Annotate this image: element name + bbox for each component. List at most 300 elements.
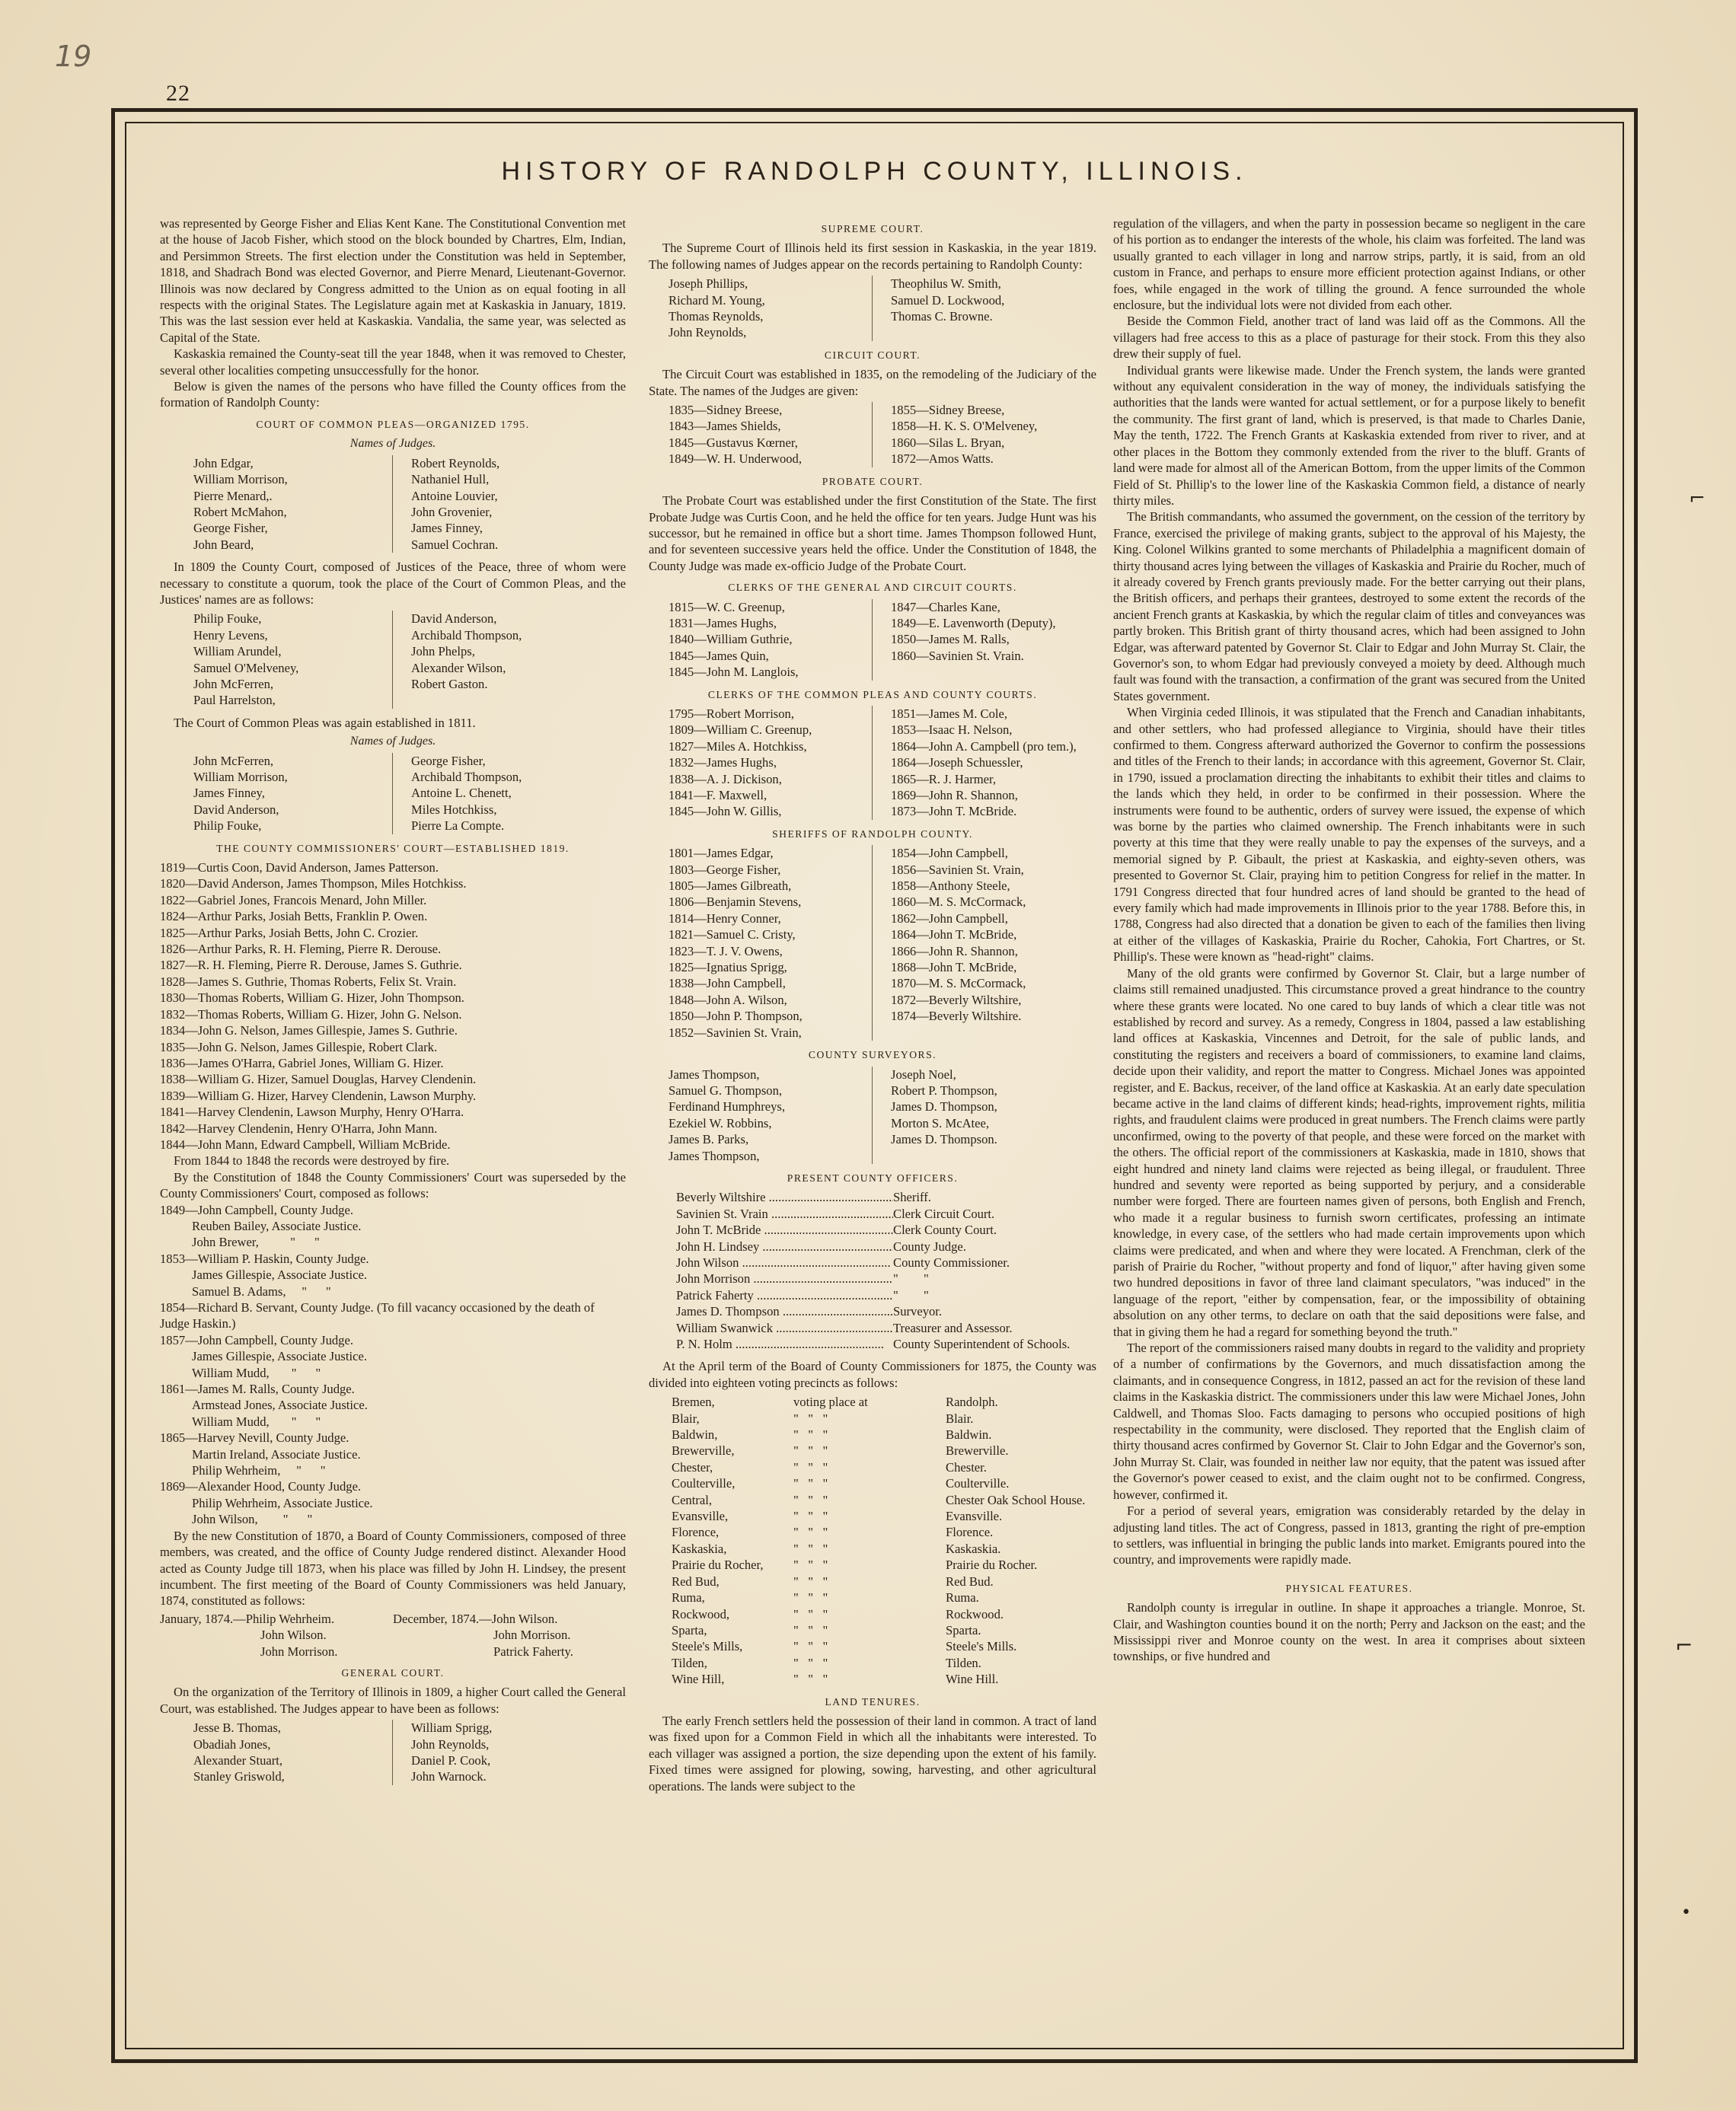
precinct-place: Baldwin. [946, 1427, 992, 1443]
list-item: 1836—James O'Harra, Gabriel Jones, William G. Hizer. [160, 1055, 444, 1070]
list-item: James Thompson, [669, 1067, 760, 1082]
paragraph: At the April term of the Board of County Commissioners for 1875, the County was divided into eighteen voting precincts as follows: [649, 1359, 1096, 1390]
precinct-row [649, 1590, 1096, 1606]
officers-list [649, 1189, 1096, 1352]
section-heading: SUPREME COURT. [821, 223, 924, 234]
precinct-row [649, 1524, 1096, 1540]
list-item: 1858—Anthony Steele, [891, 879, 1010, 894]
name-list [649, 845, 1096, 1041]
precinct-name: Ruma, [672, 1590, 705, 1606]
list-item: Martin Ireland, Associate Justice. [192, 1446, 361, 1462]
precinct-place: Kaskaskia. [946, 1541, 1001, 1556]
precinct-place: Prairie du Rocher. [946, 1558, 1038, 1573]
list-item: January, 1874.—Philip Wehrheim. [160, 1611, 335, 1626]
list-item: 1821—Samuel C. Cristy, [669, 927, 796, 942]
list-item: John Grovenier, [411, 504, 493, 519]
list-item: William Arundel, [193, 644, 282, 659]
precinct-place: Florence. [946, 1525, 994, 1540]
list-item: Philip Fouke, [193, 818, 262, 834]
list-item: Robert Gaston. [411, 676, 488, 691]
list-item: 1845—James Quin, [669, 648, 769, 663]
paragraph: Randolph county is irregular in outline. In shape it approaches a triangle. Monroe, St. Clair, and Washington counties bound it on the north; Perry and Jackson on the east; and the Mississippi river and Monroe county on the west. In area it comprises about sixteen townships, or five hundred and [1113, 1600, 1585, 1664]
list-item: 1820—David Anderson, James Thompson, Miles Hotchkiss. [160, 876, 467, 891]
precinct-place: Red Bud. [946, 1574, 994, 1589]
precinct-place: Ruma. [946, 1590, 979, 1606]
name-list [160, 611, 626, 708]
list-item: 1835—Sidney Breese, [669, 403, 783, 418]
subheading: Names of Judges. [349, 735, 436, 748]
list-item: 1858—H. K. S. O'Melveney, [891, 419, 1038, 434]
paragraph: The Supreme Court of Illinois held its first session in Kaskaskia, in the year 1819. The following names of Judges appear on the records pertaining to Randolph County: [649, 241, 1096, 272]
precinct-row [649, 1394, 1096, 1410]
list-item: William Mudd, " " [192, 1365, 321, 1380]
list-item: 1843—James Shields, [669, 419, 781, 434]
paragraph: By the new Constitution of 1870, a Board of County Commissioners, composed of three members, was created, and the office of County Judge rendered distinct. Alexander Hood acted as County Judge till 1873, when his place was filled by John H. Lindsey, the present incumbent. The first meeting of the Board of County Commissioners was held January, 1874, constituted as follows: [160, 1528, 626, 1609]
precinct-voting: " " " [793, 1574, 828, 1589]
precinct-name: Chester, [672, 1459, 713, 1475]
list-item: 1825—Ignatius Sprigg, [669, 960, 787, 975]
officer-row [649, 1271, 1096, 1287]
list-item: Richard M. Young, [669, 292, 765, 308]
list-item: Samuel G. Thompson, [669, 1083, 783, 1098]
list-item: Samuel Cochran. [411, 537, 499, 552]
list-item: Philip Fouke, [193, 611, 262, 627]
precinct-voting: " " " [793, 1492, 828, 1507]
section-heading: COURT OF COMMON PLEAS—ORGANIZED 1795. [256, 418, 530, 430]
precinct-row [649, 1671, 1096, 1687]
list-item: John McFerren, [193, 676, 274, 691]
precinct-name: Tilden, [672, 1655, 707, 1670]
list-item: 1857—John Campbell, County Judge. [160, 1332, 353, 1347]
section-heading: SHERIFFS OF RANDOLPH COUNTY. [772, 827, 973, 840]
paragraph: The British commandants, who assumed the government, on the cession of the territory by France, exercised the privilege of making grants, subject to the approval of his Majesty, the King. Colonel Wilkins granted to some merchants of Philadelphia a magnificent domain of thirty thousand acres lying between the villages of Kaskaskia and Prairie du Rocher, much of it already covered by French grants previously made. For the better carrying out their plans, the British officers, and perhaps their grantees, destroyed to some extent the records of the ancient French grants at Kaskaskia, by which the regular claim of titles and conveyances was partly broken. This British grant of thirty thousand acres, which had been assigned to John Edgar, was afterward patented by Governor St. Clair to Edgar and John Murray St. Clair, the Governor's son, to whom Edgar had previously conveyed a moiety by deed. Although much fault was found with the transaction, a confirmation of the grant was secured from the United States government. [1113, 509, 1585, 703]
section-heading: PHYSICAL FEATURES. [1285, 1582, 1413, 1594]
list-item: 1835—John G. Nelson, James Gillespie, Robert Clark. [160, 1039, 438, 1054]
list-item: Alexander Stuart, [193, 1752, 283, 1768]
pencil-note: 19 [55, 40, 92, 73]
list-item: 1856—Savinien St. Vrain, [891, 862, 1024, 877]
list-item: John Warnock. [411, 1769, 487, 1784]
precinct-voting: " " " [793, 1606, 828, 1622]
list-item: Alexander Wilson, [411, 660, 506, 675]
precinct-place: Coulterville. [946, 1476, 1010, 1491]
list-item: 1840—William Guthrie, [669, 632, 793, 647]
precincts-list [649, 1394, 1096, 1687]
list-item: 1849—E. Lavenworth (Deputy), [891, 615, 1056, 630]
officer-row [649, 1320, 1096, 1336]
list-item: Theophilus W. Smith, [891, 276, 1001, 292]
list-item: 1838—John Campbell, [669, 976, 786, 991]
name-list [160, 753, 626, 834]
precinct-voting: " " " [793, 1541, 828, 1556]
list-item: 1801—James Edgar, [669, 846, 774, 861]
officer-name: Savinien St. Vrain ..... [676, 1206, 893, 1222]
name-list [649, 402, 1096, 467]
list-item: 1865—R. J. Harmer, [891, 771, 997, 786]
list-item: 1873—John T. McBride. [891, 804, 1017, 819]
list-item: Samuel D. Lockwood, [891, 292, 1005, 308]
officer-office: Clerk Circuit Court. [893, 1206, 995, 1221]
precinct-voting: " " " [793, 1622, 828, 1637]
list-item: 1824—Arthur Parks, Josiah Betts, Franklin P. Owen. [160, 909, 428, 924]
list-item: David Anderson, [193, 802, 279, 817]
list-item: 1870—M. S. McCormack, [891, 976, 1026, 991]
list-item: Robert McMahon, [193, 504, 287, 519]
list-item: 1866—John R. Shannon, [891, 943, 1018, 958]
list-item: Robert Reynolds, [411, 455, 500, 470]
list-item: Thomas C. Browne. [891, 309, 993, 324]
list-item: James Thompson, [669, 1148, 760, 1163]
list-item: James B. Parks, [669, 1132, 749, 1147]
list-item: 1868—John T. McBride, [891, 960, 1017, 975]
list-item: 1827—Miles A. Hotchkiss, [669, 738, 807, 754]
precinct-place: Chester Oak School House. [946, 1492, 1086, 1507]
page-number: 22 [166, 81, 190, 106]
list-item: 1827—R. H. Fleming, Pierre R. Derouse, James S. Guthrie. [160, 958, 462, 973]
list-item: 1839—William G. Hizer, Harvey Clendenin, Lawson Murphy. [160, 1088, 477, 1103]
list-item: 1845—John M. Langlois, [669, 665, 799, 680]
officer-name: John Wilson ..... [676, 1255, 893, 1271]
precinct-name: Wine Hill, [672, 1672, 725, 1687]
list-item: Pierre La Compte. [411, 818, 505, 834]
officer-row [649, 1206, 1096, 1222]
precinct-row [649, 1475, 1096, 1491]
list-item: 1841—F. Maxwell, [669, 788, 767, 802]
list-item: 1850—John P. Thompson, [669, 1009, 803, 1024]
list-item: Archibald Thompson, [411, 770, 522, 784]
list-item: 1823—T. J. V. Owens, [669, 943, 783, 958]
precinct-name: Florence, [672, 1525, 720, 1540]
paragraph: regulation of the villagers, and when the party in possession became so negligent in the care of his portion as to endanger the interests of the whole, his claim was forfeited. The land was usually granted to each villager in long and narrow strips, partly, it is said, from an old custom in France, and perhaps to ensure more efficient protection against Indians, or other foes, while engaged in the work of tilling the ground. A fence surrounded the whole enclosure, but the individual lots were not divided from each other. [1113, 216, 1585, 313]
list-item: John Beard, [193, 537, 254, 552]
precinct-row [649, 1606, 1096, 1622]
list-item: 1853—William P. Haskin, County Judge. [160, 1251, 369, 1266]
list-item: 1860—Silas L. Bryan, [891, 435, 1005, 450]
precinct-place: Evansville. [946, 1509, 1003, 1524]
officer-name: Patrick Faherty ..... [676, 1287, 893, 1303]
list-item: 1826—Arthur Parks, R. H. Fleming, Pierre R. Derouse. [160, 942, 442, 957]
list-item: Armstead Jones, Associate Justice. [192, 1398, 368, 1413]
section-heading: GENERAL COURT. [341, 1666, 445, 1679]
section-heading: CLERKS OF THE COMMON PLEAS AND COUNTY COURTS. [707, 688, 1038, 700]
precinct-row [649, 1655, 1096, 1671]
officer-name: John T. McBride ..... [676, 1222, 893, 1238]
paragraph: For a period of several years, emigration was considerably retarded by the delay in adjusting land titles. The act of Congress, passed in 1813, granting the right of pre-emption to settlers, was influential in bringing the public lands into market. Emigrants poured into the country, and improvements were rapidly made. [1113, 1504, 1585, 1567]
list-item: 1795—Robert Morrison, [669, 706, 795, 721]
section-heading: THE COUNTY COMMISSIONERS' COURT—ESTABLISHED 1819. [216, 842, 570, 854]
list-item: Robert P. Thompson, [891, 1083, 997, 1098]
officer-name: William Swanwick ..... [676, 1320, 893, 1336]
list-item: 1842—Harvey Clendenin, Henry O'Harra, John Mann. [160, 1121, 438, 1136]
list-item: 1864—John T. McBride, [891, 927, 1017, 942]
precinct-name: Baldwin, [672, 1427, 718, 1443]
precinct-voting: " " " [793, 1672, 828, 1687]
precinct-voting: " " " [793, 1525, 828, 1540]
precinct-name: Rockwood, [672, 1606, 730, 1622]
paragraph: was represented by George Fisher and Elias Kent Kane. The Constitutional Convention met at the house of Jacob Fisher, which stood on the block bounded by Chartres, Elm, Indian, and Persimmon Streets. The first election under the Constitution was held in September, 1818, and Shadrach Bond was elected Governor, and Pierre Menard, Lieutenant-Governor. Illinois was now declared by Congress admitted to the Union as on equal footing in all respects with the original States. The Legislature again met at Kaskaskia in January, 1819. This was the last session ever held at Kaskaskia. Vandalia, the same year, was selected as Capital of the State. [160, 216, 626, 345]
list-item: 1832—Thomas Roberts, William G. Hizer, John G. Nelson. [160, 1006, 462, 1022]
list-item: 1869—John R. Shannon, [891, 788, 1018, 802]
name-list [160, 455, 626, 553]
officer-row [649, 1287, 1096, 1303]
list-item: John Wilson, " " [192, 1512, 313, 1527]
list-item: 1828—James S. Guthrie, Thomas Roberts, Felix St. Vrain. [160, 974, 457, 989]
officer-row [649, 1336, 1096, 1352]
officer-row [649, 1255, 1096, 1271]
precinct-name: Coulterville, [672, 1476, 736, 1491]
officer-name: James D. Thompson ..... [676, 1303, 893, 1319]
precinct-name: Kaskaskia, [672, 1541, 727, 1556]
list-item: Ferdinand Humphreys, [669, 1099, 786, 1114]
section-heading: PRESENT COUNTY OFFICERS. [787, 1172, 959, 1184]
list-item: Samuel O'Melveney, [193, 660, 299, 675]
list-item: 1854—John Campbell, [891, 846, 1008, 861]
list-item: Obadiah Jones, [193, 1736, 271, 1752]
name-list [649, 599, 1096, 681]
board-1874 [160, 1611, 626, 1660]
list-item: Thomas Reynolds, [669, 309, 764, 324]
precinct-voting: " " " [793, 1443, 828, 1459]
precinct-name: Blair, [672, 1411, 700, 1426]
section-heading: CIRCUIT COURT. [824, 349, 921, 361]
precinct-row [649, 1492, 1096, 1508]
list-item: 1815—W. C. Greenup, [669, 599, 785, 614]
list-item: Nathaniel Hull, [411, 472, 490, 487]
list-item: David Anderson, [411, 611, 497, 627]
list-item: James Gillespie, Associate Justice. [192, 1268, 367, 1283]
officer-row [649, 1239, 1096, 1255]
name-list [649, 276, 1096, 341]
precinct-name: Evansville, [672, 1509, 729, 1524]
list-item: 1803—George Fisher, [669, 862, 781, 877]
list-item: 1805—James Gilbreath, [669, 879, 792, 894]
list-item: Philip Wehrheim, " " [192, 1463, 326, 1478]
list-item: John Wilson. [260, 1628, 327, 1643]
list-item: Paul Harrelston, [193, 693, 276, 708]
list-item: 1861—James M. Ralls, County Judge. [160, 1382, 355, 1397]
section-heading: PROBATE COURT. [822, 475, 924, 487]
column-3 [1113, 215, 1585, 1665]
list-item: Ezekiel W. Robbins, [669, 1115, 772, 1130]
list-item: Samuel B. Adams, " " [192, 1284, 331, 1299]
precinct-place: Tilden. [946, 1655, 981, 1670]
list-item: Pierre Menard,. [193, 488, 273, 503]
precinct-place: Brewerville. [946, 1443, 1009, 1459]
precinct-row [649, 1459, 1096, 1475]
list-item: 1809—William C. Greenup, [669, 722, 812, 738]
list-item: Stanley Griswold, [193, 1769, 285, 1784]
officer-office: Surveyor. [893, 1304, 943, 1319]
paragraph: The Circuit Court was established in 1835, on the remodeling of the Judiciary of the State. The names of the Judges are given: [649, 367, 1096, 398]
officer-office: County Judge. [893, 1239, 966, 1254]
list-item: 1854—Richard B. Servant, County Judge. (To fill vacancy occasioned by the death of Judge Haskin.) [160, 1300, 595, 1331]
list-item: Joseph Noel, [891, 1067, 956, 1082]
list-item: 1860—M. S. McCormack, [891, 894, 1026, 910]
section-heading: LAND TENURES. [825, 1695, 921, 1708]
officer-name: Beverly Wiltshire ..... [676, 1189, 893, 1205]
list-item: 1834—John G. Nelson, James Gillespie, James S. Guthrie. [160, 1023, 458, 1038]
list-item: John Phelps, [411, 644, 475, 659]
precinct-name: Sparta, [672, 1622, 707, 1637]
list-item: 1806—Benjamin Stevens, [669, 894, 802, 910]
precinct-place: Sparta. [946, 1622, 981, 1637]
subheading: Names of Judges. [349, 437, 436, 451]
precinct-row [649, 1622, 1096, 1638]
precinct-place: Wine Hill. [946, 1672, 999, 1687]
precinct-place: Randolph. [946, 1395, 998, 1410]
list-item: James D. Thompson. [891, 1132, 997, 1147]
list-item: 1872—Beverly Wiltshire, [891, 992, 1022, 1007]
list-item: 1849—John Campbell, County Judge. [160, 1202, 353, 1217]
list-item: 1825—Arthur Parks, Josiah Betts, John C. Crozier. [160, 925, 419, 940]
officer-name: John H. Lindsey ..... [676, 1239, 893, 1255]
list-item: Miles Hotchkiss, [411, 802, 497, 817]
list-item: 1848—John A. Wilson, [669, 992, 787, 1007]
list-item: 1814—Henry Conner, [669, 910, 781, 926]
margin-mark: ⌐ [1675, 1633, 1693, 1658]
precinct-voting: " " " [793, 1459, 828, 1475]
precinct-place: Blair. [946, 1411, 974, 1426]
commissioners-list [160, 859, 626, 1153]
officer-office: Treasurer and Assessor. [893, 1320, 1013, 1335]
list-item: 1850—James M. Ralls, [891, 632, 1010, 647]
paragraph: By the Constitution of 1848 the County Commissioners' Court was superseded by the County Commissioners' Court, composed as follows: [160, 1169, 626, 1201]
list-item: John Morrison. [260, 1644, 338, 1659]
paragraph: On the organization of the Territory of Illinois in 1809, a higher Court called the General Court, was established. The Judges appear to have been as follows: [160, 1685, 626, 1716]
list-item: John Morrison. [493, 1628, 571, 1643]
list-item: 1852—Savinien St. Vrain, [669, 1025, 802, 1040]
precinct-voting: " " " [793, 1590, 828, 1606]
paragraph: From 1844 to 1848 the records were destroyed by fire. [174, 1153, 450, 1169]
list-item: 1862—John Campbell, [891, 910, 1008, 926]
list-item: 1864—Joseph Schuessler, [891, 755, 1023, 770]
paragraph: The early French settlers held the possession of their land in common. A tract of land was fixed upon for a Common Field in which all the inhabitants were interested. To each villager was assigned a portion, the size depending upon the extent of his family. Fixed times were assigned for plowing, sowing, harvesting, and other agricultural operations. The lands were subject to the [649, 1713, 1096, 1794]
paragraph: Individual grants were likewise made. Under the French system, the lands were granted without any equivalent consideration in the way of money, the individuals satisfying the authorities that the lands were wanted for actual settlement, or for a purpose likely to benefit the community. The first grant of land, which is preserved, is that made to Charles Danie, May the tenth, 1722. The French Grants at Kaskaskia extended from river to river, and at other places in the Bottom they commonly extended from the river to the bluff. Grants of land were made for almost all of the American Bottom, from the upper limits of the Common Field of St. Phillip's to the lower line of the Kaskaskia Common field, a distance of nearly thirty miles. [1113, 362, 1585, 508]
precinct-voting: " " " [793, 1411, 828, 1426]
officer-office: County Commissioner. [893, 1255, 1010, 1270]
precinct-name: Red Bud, [672, 1574, 720, 1589]
paragraph: Beside the Common Field, another tract of land was laid off as the Commons. All the villagers had free access to this as a place of pasturage for their stock. From this they also drew their supply of fuel. [1113, 314, 1585, 362]
list-item: 1838—William G. Hizer, Samuel Douglas, Harvey Clendenin. [160, 1072, 477, 1087]
list-item: William Sprigg, [411, 1720, 493, 1736]
section-heading: CLERKS OF THE GENERAL AND CIRCUIT COURTS. [728, 582, 1017, 594]
list-item: 1832—James Hughs, [669, 755, 777, 770]
list-item: Henry Levens, [193, 627, 268, 643]
officer-name: John Morrison ..... [676, 1271, 893, 1287]
officer-office: Clerk County Court. [893, 1223, 997, 1238]
list-item: 1849—W. H. Underwood, [669, 451, 802, 467]
list-item: 1845—Gustavus Kœrner, [669, 435, 798, 450]
officer-row [649, 1222, 1096, 1238]
list-item: Reuben Bailey, Associate Justice. [192, 1218, 362, 1233]
precinct-name: Steele's Mills, [672, 1639, 743, 1654]
list-item: 1869—Alexander Hood, County Judge. [160, 1479, 362, 1494]
list-item: December, 1874.—John Wilson. [393, 1611, 558, 1626]
list-item: James D. Thompson, [891, 1099, 997, 1114]
list-item: 1860—Savinien St. Vrain. [891, 648, 1024, 663]
precinct-place: Rockwood. [946, 1606, 1004, 1622]
list-item: William Morrison, [193, 472, 288, 487]
list-item: 1841—Harvey Clendenin, Lawson Murphy, Henry O'Harra. [160, 1105, 464, 1120]
list-item: George Fisher, [411, 753, 486, 768]
name-list [649, 706, 1096, 820]
paragraph: The report of the commissioners raised many doubts in regard to the validity and propriety of a number of confirmations by the Governors, and much dissatisfaction among the claimants, and in consequence Congress, in 1812, passed an act for the revision of these land claims in the Kaskaskia district. The commissioners under this law were Michael Jones, John Caldwell, and Thomas Sloo. Facts damaging to persons who occupied positions of high respectability in the community, were disclosed. They reported that the English claim of thirty thousand acres confirmed by Governor St. Clair to John Edgar and the Governor's son, John Murray St. Clair, was founded in neither law nor equity, that the patent was issued after the Governor's power ceased to exist, and the claim ought not to be confirmed. Congress, however, confirmed it. [1113, 1341, 1585, 1502]
officer-row [649, 1303, 1096, 1319]
precinct-voting: " " " [793, 1509, 828, 1524]
paragraph: The Court of Common Pleas was again established in 1811. [174, 715, 476, 730]
precinct-row [649, 1443, 1096, 1459]
precinct-row [649, 1411, 1096, 1427]
list-item: 1855—Sidney Breese, [891, 403, 1005, 418]
officer-office: County Superintendent of Schools. [893, 1337, 1071, 1351]
list-item: James Finney, [411, 521, 483, 536]
precinct-row [649, 1541, 1096, 1557]
precinct-row [649, 1574, 1096, 1590]
precinct-voting: " " " [793, 1476, 828, 1491]
list-item: William Mudd, " " [192, 1414, 321, 1429]
list-item: 1847—Charles Kane, [891, 599, 1000, 614]
section-heading: COUNTY SURVEYORS. [808, 1049, 937, 1061]
page-title: HISTORY OF RANDOLPH COUNTY, ILLINOIS. [501, 157, 1248, 186]
officer-row [649, 1189, 1096, 1205]
list-item: Antoine L. Chenett, [411, 786, 512, 801]
precinct-voting: " " " [793, 1639, 828, 1654]
precinct-row [649, 1638, 1096, 1654]
officer-office: " " [893, 1271, 929, 1287]
list-item: Daniel P. Cook, [411, 1752, 491, 1768]
list-item: 1822—Gabriel Jones, Francois Menard, John Miller. [160, 892, 427, 907]
officer-office: Sheriff. [893, 1190, 931, 1205]
list-item: Archibald Thompson, [411, 627, 522, 643]
officer-office: " " [893, 1287, 929, 1303]
list-item: 1830—Thomas Roberts, William G. Hizer, John Thompson. [160, 990, 464, 1006]
list-item: George Fisher, [193, 521, 268, 536]
list-item: Patrick Faherty. [493, 1644, 573, 1659]
name-list [649, 1067, 1096, 1164]
list-item: James Finney, [193, 786, 265, 801]
paragraph: Many of the old grants were confirmed by Governor St. Clair, but a large number of claims still remained unadjusted. This circumstance proved a great hindrance to the country where these grants were located. No one cared to buy lands of which a clear title was not established by record and survey. As a remedy, Congress in 1804, passed a law establishing land offices at Kaskaskia, Vincennes and Detroit, for the sale of public lands, and constituting the registers and receivers a board of commissioners, to examine land claims, decide upon their validity, and report the matter to Congress. Michael Jones was appointed register, and E. Backus, receiver, of the land office at Kaskaskia. At an early date speculation became active in the land claims of different kinds; head-rights, improvement rights, militia rights, and fraudulent claims were produced in great numbers. The French claims were partly unconfirmed, owing to the poverty of that people, and these were forced on the market with the others. The official report of the commissioners at Kaskaskia, made in 1810, shows that eight hundred and ninety land claims were rejected as being illegal, or fraudulent. Three hundred and seventy were reported as being supported by perjury, and a considerable number were forged. There are fourteen names given of persons, both English and French, who made it a regular business to furnish sworn certificates, professing an intimate knowledge, in every case, of the settlers who had made certain improvements upon which claims were predicated, and when and where they were located. A Frenchman, clerk of the parish of Prairie du Rocher, "without property and fond of liquor," after having given some two hundred depositions in favor of three land claimant speculators, "was induced" in the language of the report, "either by compensation, fear, or the impossibility of obtaining absolution on any other terms, to declare on oath that the said depositions were false, and that in giving them he had a regard for something beyond the truth." [1113, 965, 1585, 1339]
precinct-voting: voting place at [793, 1395, 868, 1410]
paragraph: When Virginia ceded Illinois, it was stipulated that the French and Canadian inhabitants, and other settlers, who had professed allegiance to Virginia, should have their titles confirmed to them. Congress afterward authorized the Governor to confirm the possessions and titles of the French to their lands; in accordance with this agreement, Governor St. Clair, in 1790, issued a proclamation directing the inhabitants to exhibit their titles and claims to the lands which they held, in order to be confirmed in their possession. Where the instruments were found to be authentic, orders of survey were issued, the expense of which was borne by the parties who claimed ownership. The French inhabitants were in such poverty at this time that they were really unable to pay the expenses of the surveys, and a memorial signed by P. Gibault, the priest at Kaskaskia, and eighty-seven others, was presented to Governor St. Clair, praying him to petition Congress for relief in the matter. In 1791 Congress directed that four hundred acres of land should be granted to the head of every family which had made improvements in Illinois prior to the year 1788. Before this, in 1788, Congress had also directed that a donation be given to each of the families then living at either of the villages of Kaskaskia, Prairie du Rocher, Cahokia, Fort Chartres, or St. Phillip's. These were known as "head-right" claims. [1113, 705, 1585, 965]
precinct-place: Steele's Mills. [946, 1639, 1017, 1654]
list-item: William Morrison, [193, 770, 288, 784]
list-item: John McFerren, [193, 753, 274, 768]
officer-name: P. N. Holm ..... [676, 1336, 893, 1352]
list-item: 1865—Harvey Nevill, County Judge. [160, 1430, 349, 1446]
column-2 [649, 215, 1096, 1794]
list-item: 1853—Isaac H. Nelson, [891, 722, 1013, 738]
list-item: Philip Wehrheim, Associate Justice. [192, 1495, 373, 1510]
list-item: Joseph Phillips, [669, 276, 748, 292]
list-item: 1845—John W. Gillis, [669, 804, 782, 819]
list-item: 1864—John A. Campbell (pro tem.), [891, 738, 1077, 754]
margin-mark: • [1681, 1903, 1691, 1922]
precinct-place: Chester. [946, 1459, 987, 1475]
list-item: 1844—John Mann, Edward Campbell, William McBride. [160, 1137, 451, 1152]
paragraph: The Probate Court was established under the first Constitution of the State. The first Probate Judge was Curtis Coon, and he held the office for ten years. Judge Hunt was his successor, but he remained in office but a short time. James Thompson followed Hunt, and for seventeen successive years held the office. Under the Constitution of 1848, the County Judge was made ex-officio Judge of the Probate Court. [649, 493, 1096, 573]
name-list [160, 1720, 626, 1785]
precinct-voting: " " " [793, 1655, 828, 1670]
list-item: 1819—Curtis Coon, David Anderson, James Patterson. [160, 860, 439, 875]
list-item: 1874—Beverly Wiltshire. [891, 1009, 1022, 1024]
list-item: 1838—A. J. Dickison, [669, 771, 782, 786]
precinct-voting: " " " [793, 1427, 828, 1443]
list-item: John Reynolds, [411, 1736, 490, 1752]
precinct-name: Central, [672, 1492, 712, 1507]
precinct-row [649, 1508, 1096, 1524]
list-item: Antoine Louvier, [411, 488, 498, 503]
list-item: John Reynolds, [669, 325, 747, 340]
